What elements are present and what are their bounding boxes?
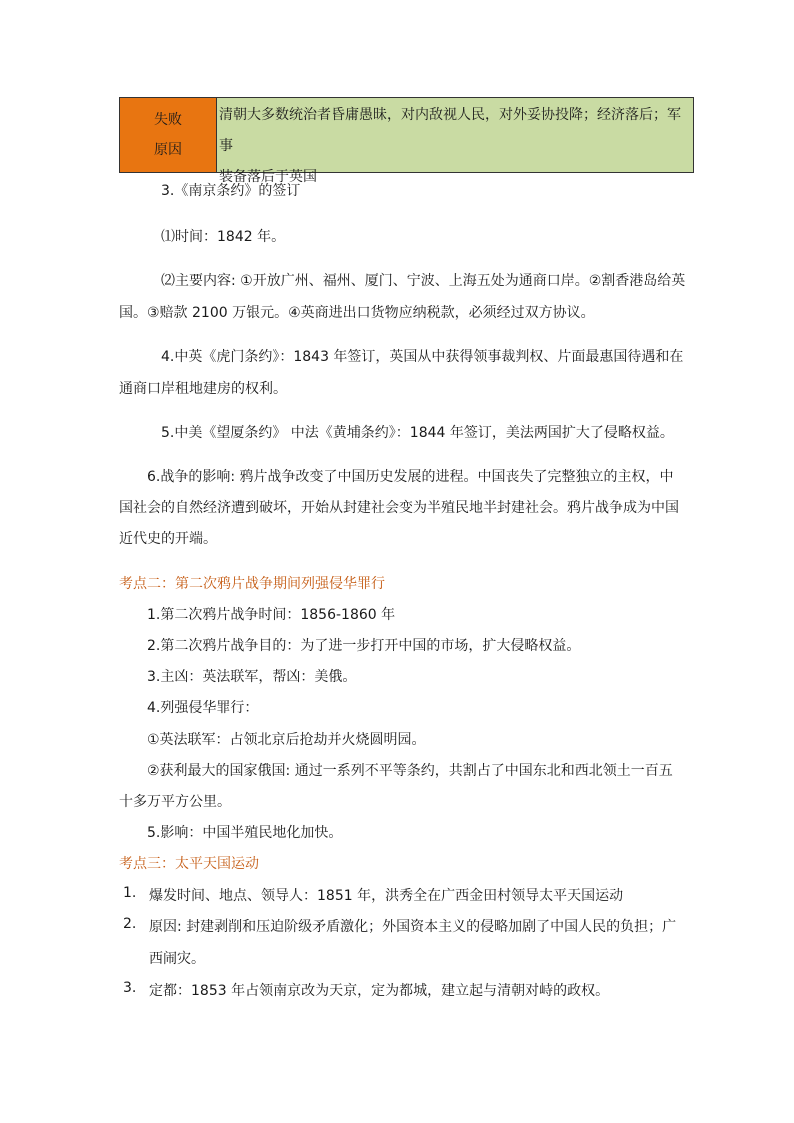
crimes-heading: 4.列强侵华罪行： <box>147 700 259 716</box>
nanjing-treaty-heading: 3.《南京条约》的签订 <box>161 183 301 199</box>
taiping-cause-1: 原因: 封建剥削和压迫阶级矛盾激化；外国资本主义的侵略加剧了中国人民的负担；广 <box>149 919 677 935</box>
table-label-cell <box>120 98 217 172</box>
taiping-cause-2: 西闹灾。 <box>149 951 205 967</box>
war-impact-3: 近代史的开端。 <box>119 531 217 547</box>
nanjing-content-2: 国。③赔款 2100 万银元。④英商进出口货物应纳税款，必须经过双方协议。 <box>119 305 595 321</box>
humen-treaty-2: 通商口岸租地建房的权利。 <box>119 381 287 397</box>
second-war-culprits: 3.主凶：英法联军，帮凶：美俄。 <box>147 669 357 685</box>
failure-reasons-table <box>119 97 694 185</box>
list-number-1: 1. <box>123 885 137 901</box>
list-number-3: 3. <box>123 980 137 996</box>
section-heading-3: 考点三：太平天国运动 <box>119 856 259 872</box>
war-impact-1: 6.战争的影响: 鸦片战争改变了中国历史发展的进程。中国丧失了完整独立的主权，中 <box>147 469 674 485</box>
nanjing-time: ⑴时间：1842 年。 <box>161 229 286 245</box>
crime-1: ①英法联军：占领北京后抢劫并火烧圆明园。 <box>147 732 426 748</box>
list-number-2: 2. <box>123 916 137 932</box>
taiping-outbreak: 爆发时间、地点、领导人：1851 年，洪秀全在广西金田村领导太平天国运动 <box>149 888 624 904</box>
table-content-cell <box>217 98 693 185</box>
second-war-impact: 5.影响：中国半殖民地化加快。 <box>147 825 343 841</box>
label-line-1: 失败 <box>154 112 182 128</box>
content-line-2: 装备落后于英国 <box>219 169 317 185</box>
second-war-time: 1.第二次鸦片战争时间：1856-1860 年 <box>147 607 396 623</box>
taiping-capital: 定都：1853 年占领南京改为天京，定为都城，建立起与清朝对峙的政权。 <box>149 983 610 999</box>
content-line-1: 清朝大多数统治者昏庸愚昧，对内敌视人民，对外妥协投降；经济落后；军事 <box>219 107 681 154</box>
wangxia-huangpu-treaty: 5.中美《望厦条约》 中法《黄埔条约》：1844 年签订，美法两国扩大了侵略权益。 <box>161 425 674 441</box>
crime-2-line-2: 十多万平方公里。 <box>119 794 231 810</box>
second-war-purpose: 2.第二次鸦片战争目的：为了进一步打开中国的市场，扩大侵略权益。 <box>147 638 581 654</box>
humen-treaty-1: 4.中英《虎门条约》：1843 年签订，英国从中获得领事裁判权、片面最惠国待遇和在 <box>161 349 684 365</box>
section-heading-2: 考点二：第二次鸦片战争期间列强侵华罪行 <box>119 576 385 592</box>
label-line-2: 原因 <box>154 142 182 158</box>
crime-2-line-1: ②获利最大的国家俄国: 通过一系列不平等条约，共割占了中国东北和西北领土一百五 <box>147 763 673 779</box>
nanjing-content-1: ⑵主要内容: ①开放广州、福州、厦门、宁波、上海五处为通商口岸。②割香港岛给英 <box>161 273 686 289</box>
war-impact-2: 国社会的自然经济遭到破坏，开始从封建社会变为半殖民地半封建社会。鸦片战争成为中国 <box>119 500 679 516</box>
